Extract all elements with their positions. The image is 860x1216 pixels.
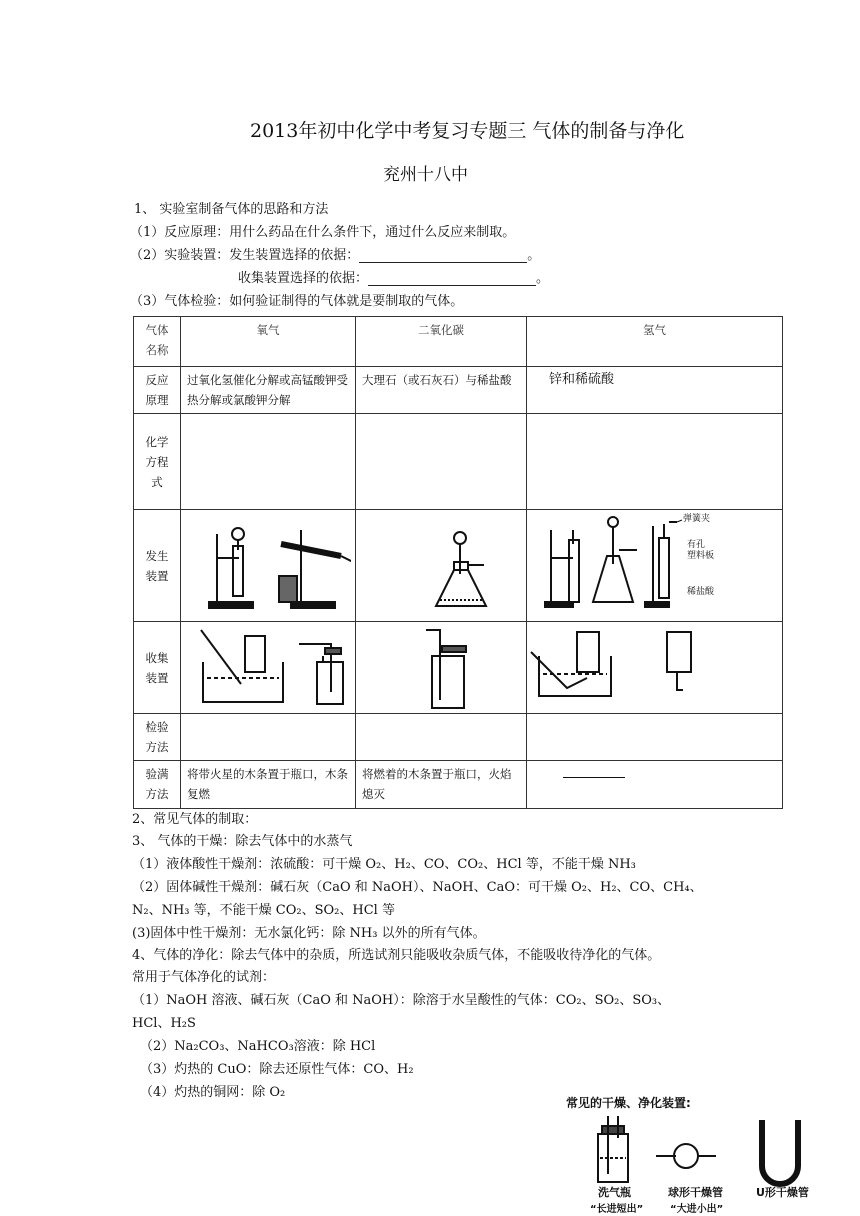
plate-label-2: 塑料板	[687, 551, 715, 561]
section3-line3: N₂、NH₃ 等，不能干燥 CO₂、SO₂、HCl 等	[132, 903, 395, 918]
table-cell: 过氧化氢催化分解或高锰酸钾受热分解或氯酸钾分解	[181, 367, 356, 414]
co2-generator-figure	[356, 510, 527, 622]
hydrogen-generator-figure	[527, 510, 783, 622]
section1-item3: （3）气体检验：如何验证制得的气体就是要制取的气体。	[130, 294, 464, 309]
answer-blank-2[interactable]	[368, 271, 536, 286]
section4-line1: （1）NaOH 溶液、碱石灰（CaO 和 NaOH）：除溶于水呈酸性的气体：CO₂、SO₂、SO₃、	[132, 993, 671, 1008]
wash-bottle-note: “长进短出”	[590, 1204, 644, 1215]
table-cell: 大理石（或石灰石）与稀盐酸	[356, 367, 527, 414]
figure-title: 常见的干燥、净化装置:	[566, 1096, 691, 1110]
table-cell[interactable]	[356, 714, 527, 761]
hydrogen-apparatus-icon	[527, 510, 777, 614]
header-label: 气体名称	[134, 317, 181, 367]
dash-line	[563, 777, 625, 778]
bottle-apparatus-icon	[356, 622, 520, 710]
table-cell[interactable]	[181, 714, 356, 761]
u-tube-label: U形干燥管	[756, 1186, 809, 1199]
header-oxygen: 氧气	[181, 317, 356, 367]
section3-heading: 3、 气体的干燥：除去气体中的水蒸气	[132, 834, 353, 849]
row-label: 反应原理	[134, 367, 181, 414]
oxygen-generator-figure	[181, 510, 356, 622]
row-label: 收集装置	[134, 622, 181, 714]
section4-line2: HCl、H₂S	[132, 1016, 196, 1031]
table-cell[interactable]	[356, 414, 527, 510]
item2b-end: 。	[536, 271, 550, 286]
gas-preparation-table	[133, 316, 783, 809]
table-cell: 锌和稀硫酸	[527, 367, 783, 414]
wash-bottle-label: 洗气瓶	[598, 1186, 631, 1199]
hydrogen-collector-figure	[527, 622, 783, 714]
collection-apparatus-icon	[181, 622, 351, 710]
section4-line4: （3）灼热的 CuO：除去还原性气体：CO、H₂	[140, 1062, 414, 1077]
item2-label: （2）实验装置：发生装置选择的依据：	[130, 248, 360, 263]
section3-line4: (3)固体中性干燥剂：无水氯化钙：除 NH₃ 以外的所有气体。	[132, 926, 486, 941]
item2b-label: 收集装置选择的依据：	[238, 271, 369, 286]
water-collection-icon	[527, 622, 777, 710]
school-name: 兖州十八中	[383, 165, 468, 185]
flask-apparatus-icon	[356, 510, 520, 614]
acid-label: 稀盐酸	[687, 587, 715, 597]
section3-line2: （2）固体碱性干燥剂：碱石灰（CaO 和 NaOH）、NaOH、CaO：可干燥 O₂、H₂、CO、CH₄、	[132, 880, 703, 895]
plate-label-1: 有孔	[687, 540, 706, 550]
row-label: 发生装置	[134, 510, 181, 622]
row-label: 检验方法	[134, 714, 181, 761]
row-label: 验满方法	[134, 761, 181, 809]
oxygen-collector-figure	[181, 622, 356, 714]
table-cell[interactable]	[181, 414, 356, 510]
generator-apparatus-icon	[181, 510, 351, 614]
section1-item2	[130, 244, 540, 263]
drying-apparatus-icon	[580, 1112, 820, 1188]
section4-reagents: 常用于气体净化的试剂：	[132, 970, 276, 985]
section1-item2b	[238, 267, 549, 286]
table-cell[interactable]	[527, 714, 783, 761]
item2-end: 。	[527, 248, 541, 263]
section4-line5: （4）灼热的铜网：除 O₂	[140, 1085, 286, 1100]
table-cell[interactable]	[527, 414, 783, 510]
ball-tube-note: “大进小出”	[670, 1204, 724, 1215]
answer-blank-1[interactable]	[359, 248, 527, 263]
section4-heading: 4、气体的净化：除去气体中的杂质，所选试剂只能吸收杂质气体，不能吸收待净化的气体。	[132, 948, 661, 963]
header-co2: 二氧化碳	[356, 317, 527, 367]
table-cell: 将带火星的木条置于瓶口，木条复燃	[181, 761, 356, 809]
section3-line1: （1）液体酸性干燥剂：浓硫酸：可干燥 O₂、H₂、CO、CO₂、HCl 等，不能干燥 NH₃	[132, 857, 636, 872]
section2-heading: 2、常见气体的制取：	[132, 812, 258, 827]
table-cell	[527, 761, 783, 809]
table-cell: 将燃着的木条置于瓶口，火焰熄灭	[356, 761, 527, 809]
section1-heading: 1、 实验室制备气体的思路和方法	[134, 202, 329, 217]
section1-item1: （1）反应原理：用什么药品在什么条件下，通过什么反应来制取。	[130, 225, 516, 240]
ball-tube-label: 球形干燥管	[668, 1186, 723, 1199]
header-hydrogen: 氢气	[527, 317, 783, 367]
clamp-label: 弹簧夹	[683, 514, 711, 524]
page-title: 2013年初中化学中考复习专题三 气体的制备与净化	[250, 120, 685, 142]
row-label: 化学方程式	[134, 414, 181, 510]
co2-collector-figure	[356, 622, 527, 714]
section4-line3: （2）Na₂CO₃、NaHCO₃溶液：除 HCl	[140, 1039, 376, 1054]
